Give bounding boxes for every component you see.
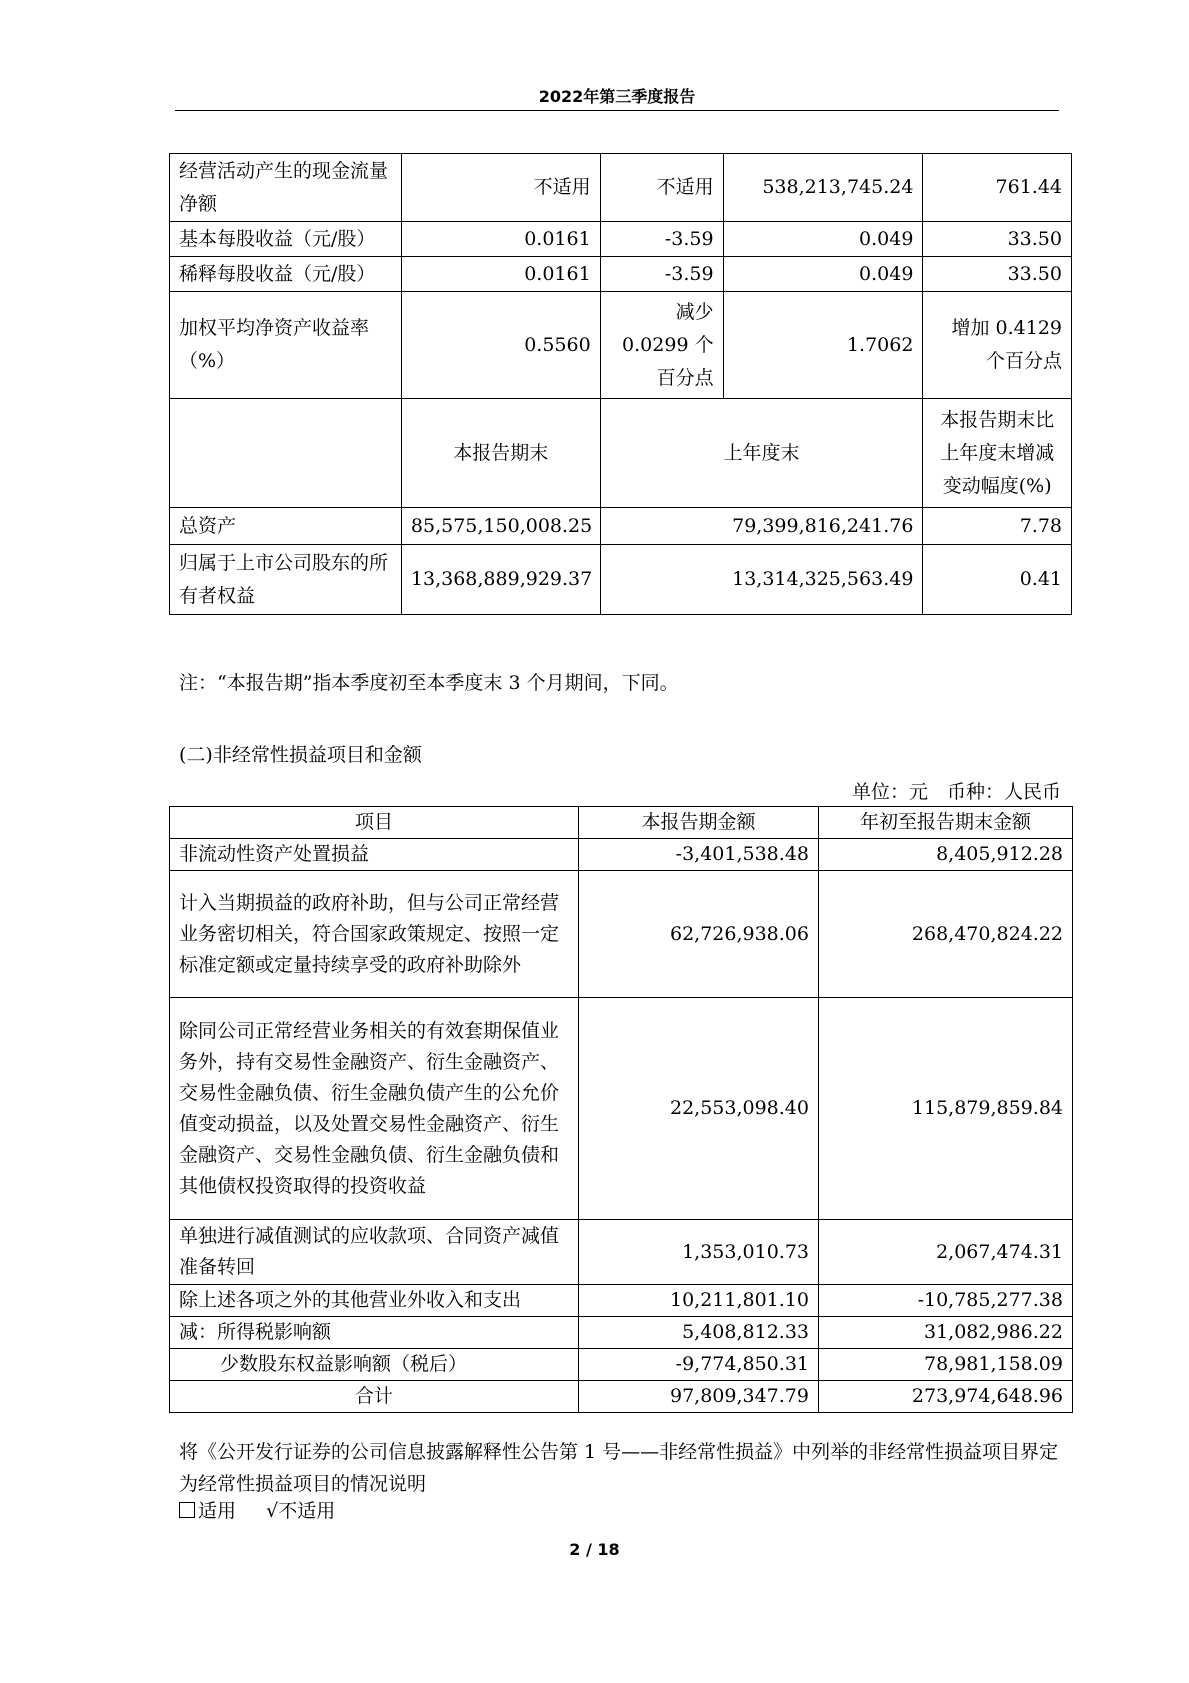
row-label: 加权平均净资产收益率（%） — [170, 292, 402, 399]
cell-value: 268,470,824.22 — [819, 871, 1073, 998]
cell-value: 不适用 — [600, 154, 723, 222]
cell-value: 0.049 — [723, 222, 923, 257]
non-recurring-items-table — [169, 806, 1073, 1413]
cell-value: 22,553,098.40 — [579, 998, 819, 1220]
cell-value: 7.78 — [923, 508, 1072, 545]
column-header: 本报告期末 — [401, 399, 600, 508]
section-title: (二)非经常性损益项目和金额 — [179, 744, 422, 766]
cell-value: 增加 0.4129 个百分点 — [923, 292, 1072, 399]
item-label: 除上述各项之外的其他营业外收入和支出 — [170, 1285, 579, 1317]
cell-value: 0.41 — [923, 545, 1072, 615]
empty-cell — [170, 399, 402, 508]
page-number: 2 / 18 — [569, 1540, 620, 1559]
column-header: 上年度末 — [600, 399, 923, 508]
table-row — [170, 998, 1073, 1220]
header-rule — [175, 110, 1059, 111]
column-header: 项目 — [170, 807, 579, 839]
table-row — [170, 1285, 1073, 1317]
cell-value: 31,082,986.22 — [819, 1317, 1073, 1349]
cell-value: 不适用 — [401, 154, 600, 222]
table-row — [170, 1349, 1073, 1381]
table-total-row — [170, 1381, 1073, 1413]
cell-value: 761.44 — [923, 154, 1072, 222]
cell-value: 115,879,859.84 — [819, 998, 1073, 1220]
table-row — [170, 871, 1073, 998]
table-row — [170, 1220, 1073, 1285]
table-header-row — [170, 807, 1073, 839]
cell-value: 97,809,347.79 — [579, 1381, 819, 1413]
cell-value: 10,211,801.10 — [579, 1285, 819, 1317]
cell-value: -3,401,538.48 — [579, 839, 819, 871]
table-row — [170, 839, 1073, 871]
table-row — [170, 222, 1072, 257]
applicability-options — [179, 1496, 335, 1523]
cell-value: 0.049 — [723, 257, 923, 292]
cell-value: 62,726,938.06 — [579, 871, 819, 998]
item-label: 除同公司正常经营业务相关的有效套期保值业务外，持有交易性金融资产、衍生金融资产、交易性金融负债、衍生金融负债产生的公允价值变动损益，以及处置交易性金融资产、衍生金融资产、交易性金融负债、衍生金融负债和其他债权投资取得的投资收益 — [170, 998, 579, 1220]
cell-value: 0.5560 — [401, 292, 600, 399]
table-row — [170, 154, 1072, 222]
page-header-title: 2022年第三季度报告 — [538, 87, 696, 106]
checkbox-applicable[interactable] — [179, 1502, 195, 1518]
table-header-row — [170, 399, 1072, 508]
cell-value: 2,067,474.31 — [819, 1220, 1073, 1285]
cell-value: -9,774,850.31 — [579, 1349, 819, 1381]
cell-value: 78,981,158.09 — [819, 1349, 1073, 1381]
column-header: 本报告期金额 — [579, 807, 819, 839]
cell-value: 0.0161 — [401, 257, 600, 292]
item-label: 非流动性资产处置损益 — [170, 839, 579, 871]
item-label: 单独进行减值测试的应收款项、合同资产减值准备转回 — [170, 1220, 579, 1285]
cell-value: 13,368,889,929.37 — [401, 545, 600, 615]
item-label: 减：所得税影响额 — [170, 1317, 579, 1349]
item-label: 合计 — [170, 1381, 579, 1413]
cell-value: 1,353,010.73 — [579, 1220, 819, 1285]
cell-value: 33.50 — [923, 257, 1072, 292]
table-row — [170, 545, 1072, 615]
cell-value: 273,974,648.96 — [819, 1381, 1073, 1413]
cell-value: -10,785,277.38 — [819, 1285, 1073, 1317]
option-applicable-label: 适用 — [198, 1500, 237, 1522]
table-row — [170, 508, 1072, 545]
cell-value: -3.59 — [600, 257, 723, 292]
cell-value: 0.0161 — [401, 222, 600, 257]
option-not-applicable-label: √不适用 — [266, 1500, 336, 1522]
cell-value: 538,213,745.24 — [723, 154, 923, 222]
column-header: 年初至报告期末金额 — [819, 807, 1073, 839]
item-label: 少数股东权益影响额（税后） — [170, 1349, 579, 1381]
cell-value: 8,405,912.28 — [819, 839, 1073, 871]
table-row — [170, 257, 1072, 292]
unit-label: 单位：元 币种：人民币 — [851, 781, 1061, 803]
row-label: 稀释每股收益（元/股） — [170, 257, 402, 292]
cell-value: 13,314,325,563.49 — [600, 545, 923, 615]
cell-value: 减少 0.0299 个百分点 — [600, 292, 723, 399]
cell-value: 85,575,150,008.25 — [401, 508, 600, 545]
row-label: 经营活动产生的现金流量净额 — [170, 154, 402, 222]
row-label: 总资产 — [170, 508, 402, 545]
table-row — [170, 1317, 1073, 1349]
cell-value: 5,408,812.33 — [579, 1317, 819, 1349]
item-label: 计入当期损益的政府补助，但与公司正常经营业务密切相关，符合国家政策规定、按照一定标准定额或定量持续享受的政府补助除外 — [170, 871, 579, 998]
cell-value: 1.7062 — [723, 292, 923, 399]
report-period-note: 注：“本报告期”指本季度初至本季度末 3 个月期间，下同。 — [179, 672, 679, 694]
table-row — [170, 292, 1072, 399]
cell-value: 79,399,816,241.76 — [600, 508, 923, 545]
explanation-text: 将《公开发行证券的公司信息披露解释性公告第 1 号——非经常性损益》中列举的非经常性损益项目界定为经常性损益项目的情况说明 — [179, 1441, 1059, 1495]
cell-value: -3.59 — [600, 222, 723, 257]
cell-value: 33.50 — [923, 222, 1072, 257]
column-header: 本报告期末比上年度末增减变动幅度(%) — [923, 399, 1072, 508]
key-financial-data-table — [169, 153, 1072, 615]
row-label: 归属于上市公司股东的所有者权益 — [170, 545, 402, 615]
row-label: 基本每股收益（元/股） — [170, 222, 402, 257]
